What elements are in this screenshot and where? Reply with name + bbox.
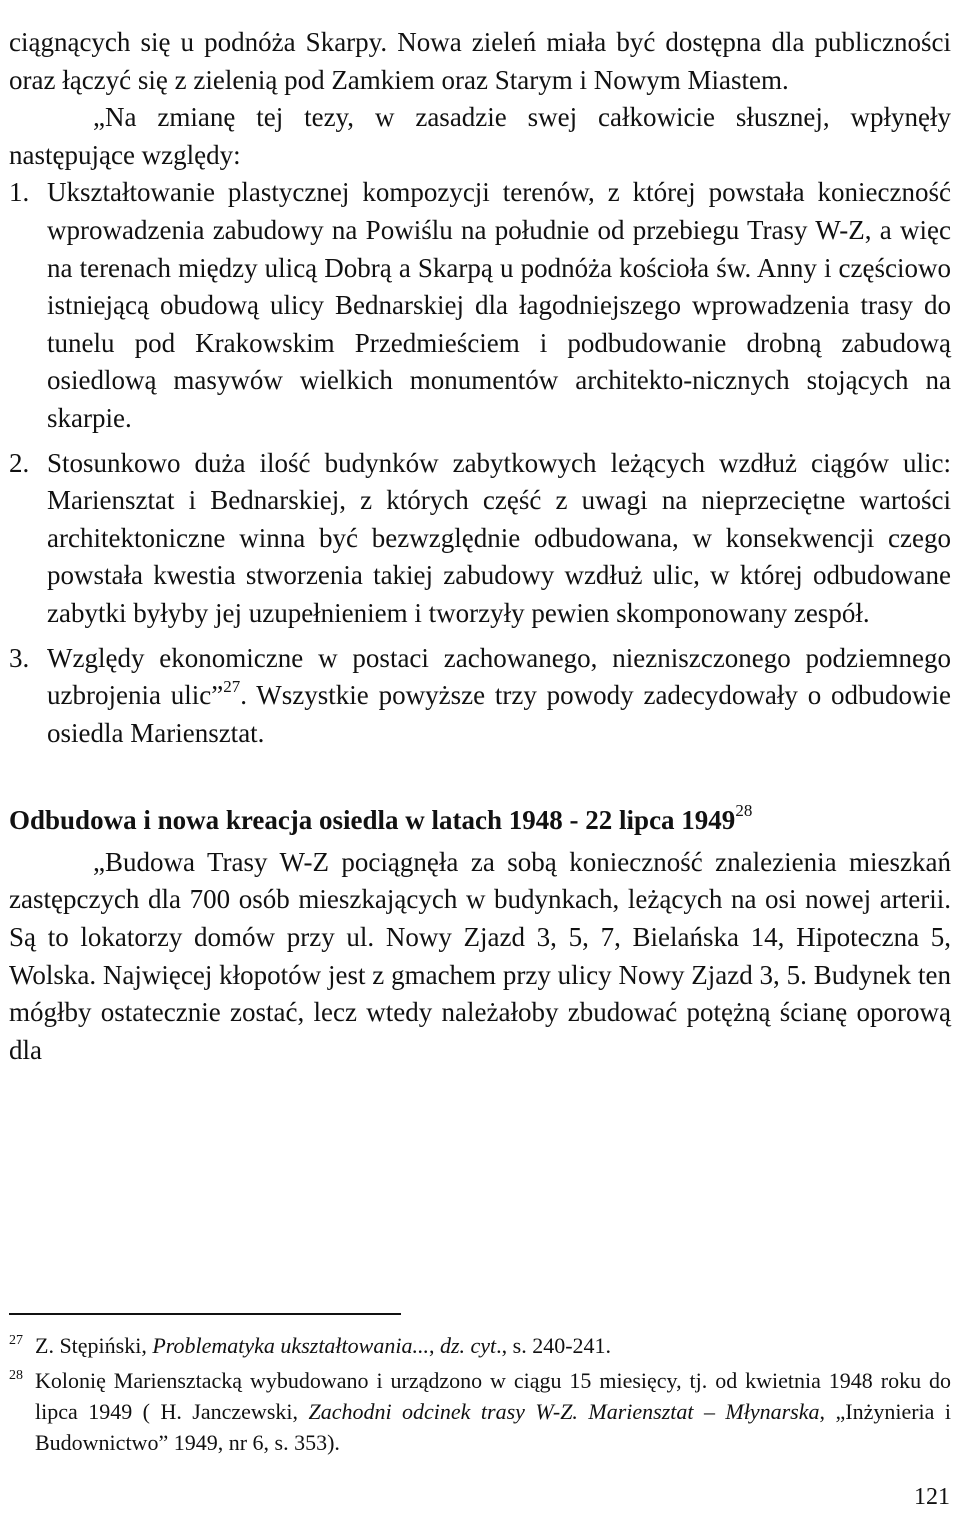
list-item-number: 1. bbox=[9, 177, 30, 208]
footnote-text-part: , „Inżynieria i Budownictwo” 1949, nr 6, s. 353). bbox=[35, 1399, 951, 1455]
footnote-27 bbox=[9, 1330, 951, 1361]
list-item-number: 2. bbox=[9, 447, 30, 478]
footnote-separator bbox=[9, 1313, 401, 1315]
footnote-title-italic: Zachodni odcinek trasy W-Z. Mariensztat – Młynarska bbox=[308, 1399, 820, 1424]
list-item-number: 3. bbox=[9, 642, 30, 673]
list-item bbox=[9, 445, 951, 633]
footnotes bbox=[9, 1330, 951, 1458]
footnote-text-part: , bbox=[428, 1333, 440, 1358]
list-item-text-part: Względy ekonomiczne w postaci zachowanego, niezniszczonego podziemnego uzbrojenia ulic” bbox=[47, 642, 951, 711]
list-item-text: Ukształtowanie plastycznej kompozycji terenów, z której powstała konieczność wprowadzenia zabudowy na Powiślu na południe od przebiegu Trasy W-Z, a więc na terenach między ulicą Dobrą a Skarpą u podnóża kościoła św. Anny i częściowo istniejącą obudową ulicy Bednarskiej dla łagodniejszego wprowadzenia trasy do tunelu pod Krakowskim Przedmieściem i podbudowanie drobną zabudową osiedlową masywów wielkich monumentów architekto-nicznych stojących na skarpie. bbox=[47, 177, 951, 433]
page-number: 121 bbox=[914, 1484, 950, 1510]
paragraph-quote-start: „Na zmianę tej tezy, w zasadzie swej całkowicie słusznej, wpłynęły następujące względy: bbox=[9, 102, 951, 170]
footnote-abbrev-italic: dz. cyt bbox=[439, 1333, 497, 1358]
footnote-text bbox=[35, 1330, 951, 1361]
list-item bbox=[9, 174, 951, 437]
page-body bbox=[9, 24, 951, 1069]
list-item-text bbox=[47, 640, 951, 753]
footnote-title-italic: Problematyka ukształtowania... bbox=[152, 1333, 429, 1358]
section-heading bbox=[9, 802, 951, 840]
footnote-ref-28[interactable]: 28 bbox=[735, 801, 753, 821]
list-item bbox=[9, 640, 951, 753]
footnote-28 bbox=[9, 1365, 951, 1458]
paragraph-final: „Budowa Trasy W-Z pociągnęła za sobą konieczność znalezienia mieszkań zastępczych dla 700 osób mieszkających w budynkach, leżących na osi nowej arterii. Są to lokatorzy domów przy ul. Nowy Zjazd 3, 5, 7, Bielańska 14, Hipoteczna 5, Wolska. Najwięcej kłopotów jest z gmachem przy ulicy Nowy Zjazd 3, 5. Budynek ten mógłby ostatecznie zostać, lecz wtedy należałoby zbudować potężną ścianę oporową dla bbox=[9, 846, 951, 1065]
list-item-text: Stosunkowo duża ilość budynków zabytkowych leżących wzdłuż ciągów ulic: Mariensztat i Bednarskiej, z których część z uwagi na nieprzeciętne wartości architektoniczne winna być bezwzględnie odbudowana, w konsekwencji czego powstała kwestia stworzenia takiej zabudowy wzdłuż ulic, w której odbudowane zabytki byłyby jej uzupełnieniem i tworzyły pewien skomponowany zespół. bbox=[47, 447, 951, 628]
footnote-text-part: Z. Stępiński, bbox=[35, 1333, 153, 1358]
list-item-text-part: . Wszystkie powyższe trzy powody zadecydowały o odbudowie osiedla Mariensztat. bbox=[47, 680, 951, 748]
footnote-ref-27[interactable]: 27 bbox=[223, 677, 241, 697]
footnote-text bbox=[35, 1365, 951, 1458]
footnote-text-part: ., s. 240-241. bbox=[496, 1333, 612, 1358]
section-heading-text: Odbudowa i nowa kreacja osiedla w latach 1948 - 22 lipca 1949 bbox=[9, 805, 736, 836]
footnote-mark: 28 bbox=[9, 1368, 23, 1383]
footnote-text-part: Kolonię Mariensztacką wybudowano i urządzono w ciągu 15 miesięcy, tj. od kwietnia 1948 roku do lipca 1949 ( H. Janczewski, bbox=[35, 1368, 951, 1424]
paragraph-intro: ciągnących się u podnóża Skarpy. Nowa zieleń miała być dostępna dla publiczności oraz łączyć się z zielenią pod Zamkiem oraz Starym i Nowym Miastem. bbox=[9, 27, 951, 95]
footnote-mark: 27 bbox=[9, 1333, 23, 1348]
